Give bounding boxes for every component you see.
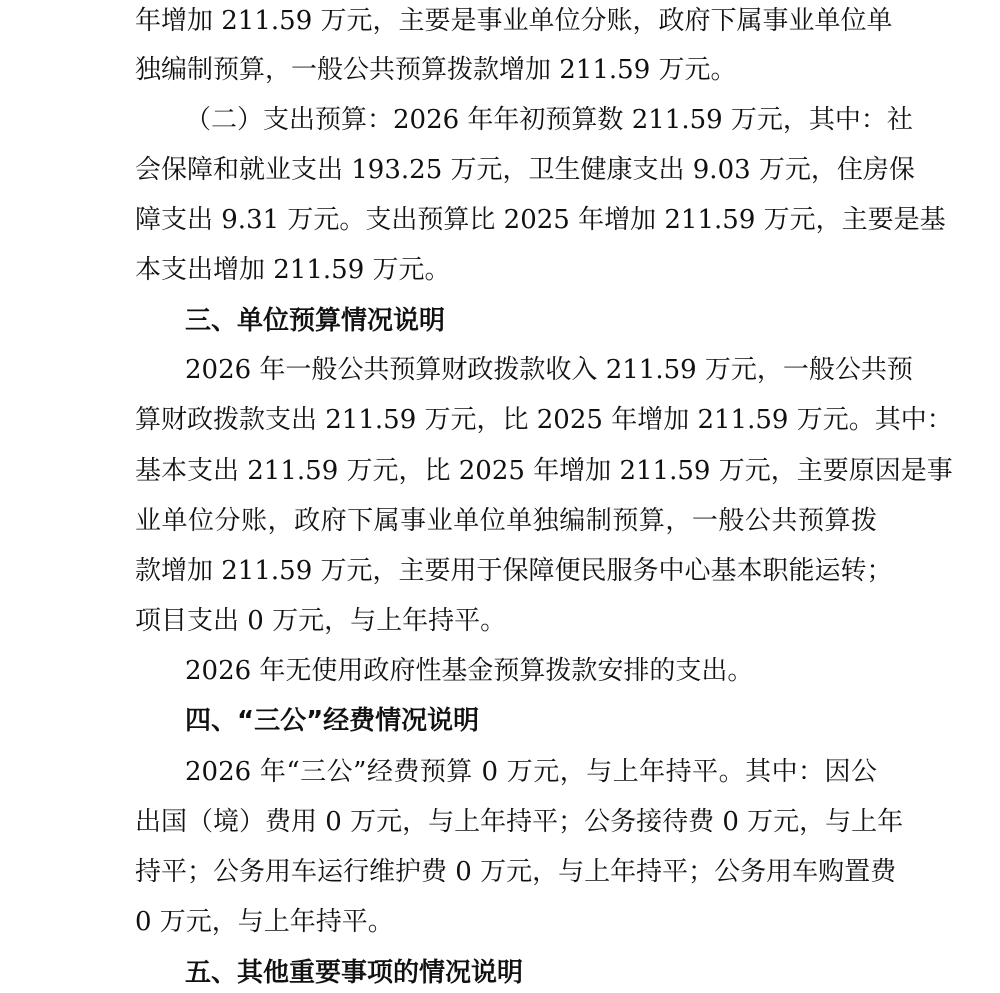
unit-budget-line-4: 业单位分账，政府下属事业单位单独编制预算，一般公共预算拨 xyxy=(135,506,877,536)
subsection-expenditure-line-1: （二）支出预算：2026 年年初预算数 211.59 万元，其中：社 xyxy=(185,105,913,135)
gov-fund-line: 2026 年无使用政府性基金预算拨款安排的支出。 xyxy=(185,656,754,686)
three-public-line-2: 出国（境）费用 0 万元，与上年持平；公务接待费 0 万元，与上年 xyxy=(135,807,904,837)
three-public-line-3: 持平；公务用车运行维护费 0 万元，与上年持平；公务用车购置费 xyxy=(135,857,897,887)
subsection-expenditure-line-4: 本支出增加 211.59 万元。 xyxy=(135,255,451,285)
subsection-expenditure-line-3: 障支出 9.31 万元。支出预算比 2025 年增加 211.59 万元，主要是基 xyxy=(135,205,946,235)
section-heading-other-matters: 五、其他重要事项的情况说明 xyxy=(185,958,524,988)
body-line-1: 年增加 211.59 万元，主要是事业单位分账，政府下属事业单位单 xyxy=(135,6,893,36)
three-public-line-1: 2026 年“三公”经费预算 0 万元，与上年持平。其中：因公 xyxy=(185,757,877,787)
three-public-line-4: 0 万元，与上年持平。 xyxy=(135,907,394,937)
subsection-expenditure-line-2: 会保障和就业支出 193.25 万元，卫生健康支出 9.03 万元，住房保 xyxy=(135,155,915,185)
section-heading-three-public: 四、“三公”经费情况说明 xyxy=(185,706,480,736)
unit-budget-line-1: 2026 年一般公共预算财政拨款收入 211.59 万元，一般公共预 xyxy=(185,355,913,385)
unit-budget-line-3: 基本支出 211.59 万元，比 2025 年增加 211.59 万元，主要原因是事 xyxy=(135,456,953,486)
body-line-2: 独编制预算，一般公共预算拨款增加 211.59 万元。 xyxy=(135,55,737,85)
unit-budget-line-6: 项目支出 0 万元，与上年持平。 xyxy=(135,606,507,636)
section-heading-unit-budget: 三、单位预算情况说明 xyxy=(185,306,446,336)
unit-budget-line-5: 款增加 211.59 万元，主要用于保障便民服务中心基本职能运转； xyxy=(135,556,893,586)
unit-budget-line-2: 算财政拨款支出 211.59 万元，比 2025 年增加 211.59 万元。其中： xyxy=(135,405,953,435)
